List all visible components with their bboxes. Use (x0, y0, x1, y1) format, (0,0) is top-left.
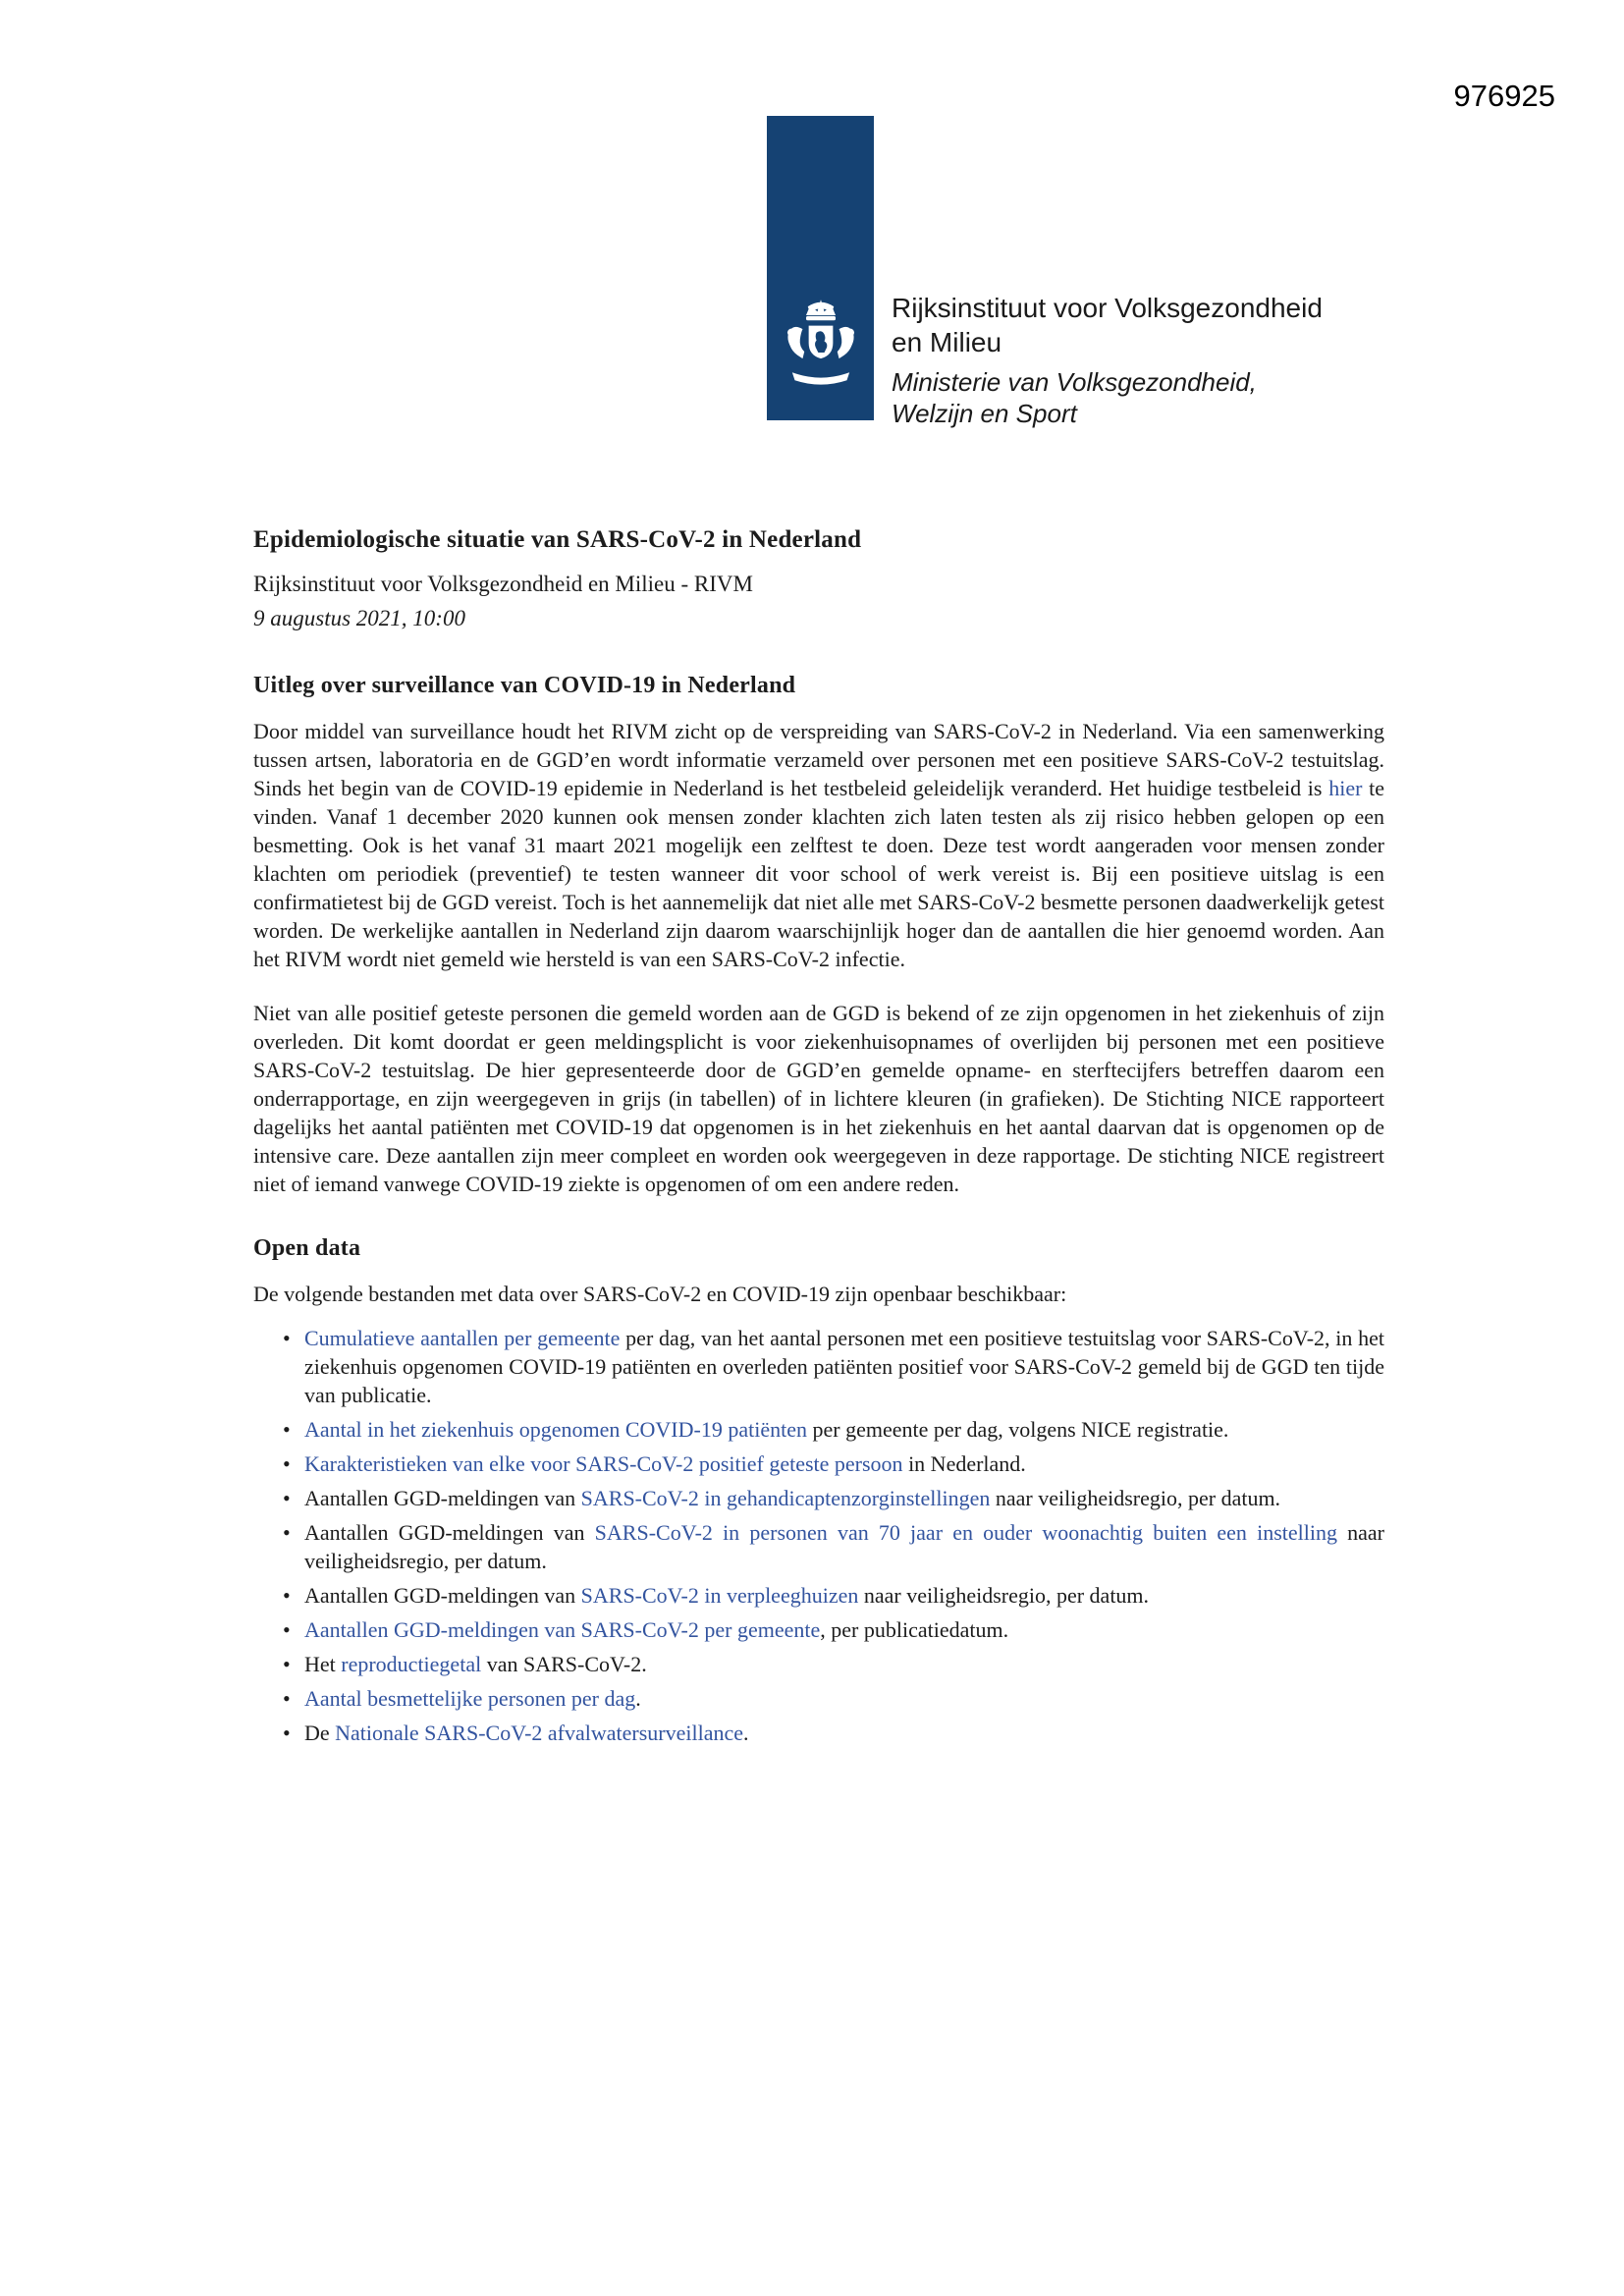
testbeleid-link[interactable]: hier (1328, 776, 1363, 800)
section-heading-open-data: Open data (253, 1235, 361, 1261)
open-data-item-text: Aantallen GGD-meldingen van (304, 1486, 581, 1510)
doc-number: 976925 (1453, 79, 1555, 113)
surveillance-paragraph-2: Niet van alle positief geteste personen die gemeld worden aan de GGD is bekend of ze zijn opgenomen in het ziekenhuis of zijn overleden. Dit komt doordat er geen meldingsplicht is voor ziekenhuisopnames of overlijden bij personen met een positieve SARS-CoV-2 testuitslag. De hier gepresenteerde door de GGD’en gemelde opname- en sterftecijfers betreffen daarom een onderrapportage, en zijn weergegeven in grijs (in tabellen) of in lichtere kleuren (in grafieken). De Stichting NICE rapporteert dagelijks het aantal patiënten met COVID-19 dat opgenomen is in het ziekenhuis en het aantal daarvan dat is opgenomen op de intensive care. Deze aantallen zijn meer compleet en worden ook weergegeven in deze rapportage. De stichting NICE registreert niet of iemand vanwege COVID-19 ziekte is opgenomen of om een andere reden. (253, 1001, 1384, 1196)
open-data-item (279, 1581, 1384, 1610)
open-data-item (279, 1449, 1384, 1478)
open-data-item-text: , per publicatiedatum. (820, 1617, 1009, 1642)
open-data-item (279, 1719, 1384, 1747)
open-data-link[interactable]: reproductiegetal (341, 1652, 482, 1676)
logo-ministry-line1: Ministerie van Volksgezondheid, (892, 367, 1257, 397)
open-data-item-text: per gemeente per dag, volgens NICE registratie. (806, 1417, 1229, 1442)
logo-ministry-line2: Welzijn en Sport (892, 399, 1077, 428)
open-data-intro: De volgende bestanden met data over SARS-CoV-2 en COVID-19 zijn openbaar beschikbaar: (253, 1282, 1067, 1306)
open-data-link[interactable]: SARS-CoV-2 in personen van 70 jaar en ouder woonachtig buiten een instelling (594, 1520, 1337, 1545)
document-content (253, 526, 1384, 1753)
publication-datetime: 9 augustus 2021, 10:00 (253, 606, 465, 630)
open-data-item (279, 1684, 1384, 1713)
open-data-item-text: Het (304, 1652, 342, 1676)
open-data-item-text: . (635, 1686, 641, 1711)
open-data-item-text: . (743, 1721, 749, 1745)
open-data-item (279, 1518, 1384, 1575)
open-data-item-text: naar veiligheidsregio, per datum. (304, 1520, 1384, 1573)
open-data-item-text: naar veiligheidsregio, per datum. (990, 1486, 1281, 1510)
subtitle: Rijksinstituut voor Volksgezondheid en Milieu - RIVM (253, 572, 753, 596)
paragraph-text-before: Door middel van surveillance houdt het RIVM zicht op de verspreiding van SARS-CoV-2 in Nederland. Via een samenwerking tussen artsen, laboratoria en de GGD’en wordt informatie verzameld over personen met een positieve SARS-CoV-2 testuitslag. Sinds het begin van de COVID-19 epidemie in Nederland is het testbeleid geleidelijk veranderd. Het huidige testbeleid is (253, 719, 1384, 800)
section-heading-surveillance: Uitleg over surveillance van COVID-19 in Nederland (253, 673, 796, 698)
open-data-link[interactable]: Karakteristieken van elke voor SARS-CoV-2 positief geteste persoon (304, 1451, 903, 1476)
open-data-list (279, 1324, 1384, 1747)
page-title: Epidemiologische situatie van SARS-CoV-2 in Nederland (253, 526, 862, 553)
open-data-link[interactable]: Aantallen GGD-meldingen van SARS-CoV-2 per gemeente (304, 1617, 821, 1642)
open-data-item (279, 1615, 1384, 1644)
rivm-logo-bar (767, 116, 874, 420)
open-data-item (279, 1650, 1384, 1678)
surveillance-paragraph-1 (253, 717, 1384, 973)
open-data-item-text: Aantallen GGD-meldingen van (304, 1583, 581, 1608)
open-data-link[interactable]: Aantal in het ziekenhuis opgenomen COVID-19 patiënten (304, 1417, 807, 1442)
open-data-item-text: in Nederland. (902, 1451, 1026, 1476)
logo-org-line2: en Milieu (892, 327, 1002, 357)
logo-org-line1: Rijksinstituut voor Volksgezondheid (892, 293, 1323, 323)
rivm-logo-text (892, 291, 1323, 429)
open-data-link[interactable]: Cumulatieve aantallen per gemeente (304, 1326, 621, 1350)
open-data-item-text: Aantallen GGD-meldingen van (304, 1520, 595, 1545)
open-data-item (279, 1324, 1384, 1409)
open-data-link[interactable]: Nationale SARS-CoV-2 afvalwatersurveillance (335, 1721, 744, 1745)
open-data-item-text: naar veiligheidsregio, per datum. (858, 1583, 1150, 1608)
open-data-item-text: van SARS-CoV-2. (481, 1652, 647, 1676)
open-data-link[interactable]: SARS-CoV-2 in gehandicaptenzorginstellingen (580, 1486, 991, 1510)
open-data-item-text: De (304, 1721, 336, 1745)
open-data-link[interactable]: SARS-CoV-2 in verpleeghuizen (580, 1583, 859, 1608)
open-data-item (279, 1484, 1384, 1512)
open-data-link[interactable]: Aantal besmettelijke personen per dag (304, 1686, 636, 1711)
paragraph-text-after: te vinden. Vanaf 1 december 2020 kunnen ook mensen zonder klachten zich laten testen als zij risico hebben gelopen op een besmetting. Ook is het vanaf 31 maart 2021 mogelijk een zelftest te doen. Deze test wordt aangeraden voor mensen zonder klachten om periodiek (preventief) te testen wanneer dit voor school of werk vereist is. Bij een positieve uitslag is een confirmatietest bij de GGD vereist. Toch is het aannemelijk dat niet alle met SARS-CoV-2 besmette personen daadwerkelijk getest worden. De werkelijke aantallen in Nederland zijn daarom waarschijnlijk hoger dan de aantallen die hier genoemd worden. Aan het RIVM wordt niet gemeld wie hersteld is van een SARS-CoV-2 infectie. (253, 776, 1384, 971)
coat-of-arms-icon (782, 293, 860, 397)
open-data-item-text: per dag, van het aantal personen met een positieve testuitslag voor SARS-CoV-2, in het ziekenhuis opgenomen COVID-19 patiënten en overleden patiënten positief voor SARS-CoV-2 gemeld bij de GGD ten tijde van publicatie. (304, 1326, 1385, 1407)
open-data-item (279, 1415, 1384, 1444)
